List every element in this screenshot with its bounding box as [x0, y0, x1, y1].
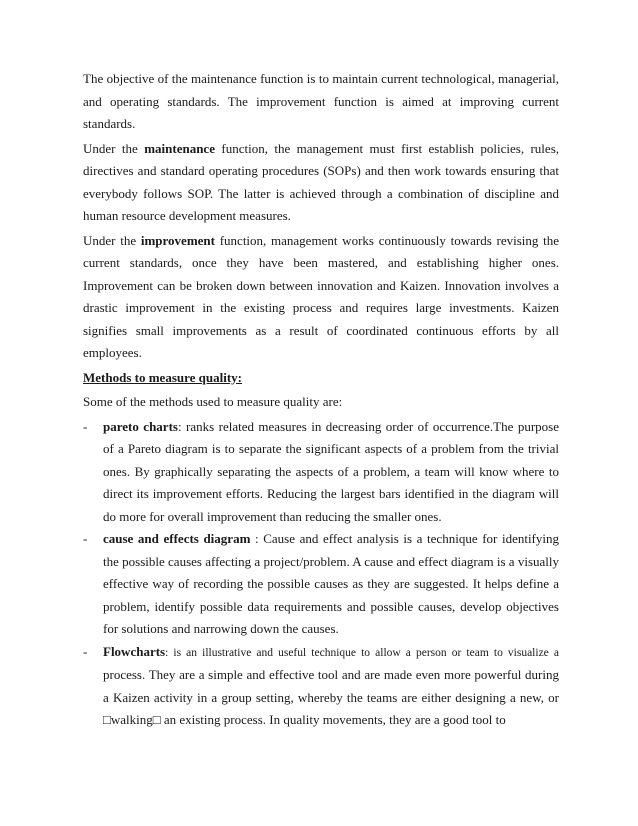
paragraph-improvement-lead: Under the: [83, 232, 141, 248]
bullet-term: pareto charts: [103, 418, 178, 434]
bullet-text: : Cause and effect analysis is a technique for identifying the possible causes affecting a project/problem. A cause and effect diagram is a visually effective way of recording the possible causes as they are suggested. It helps define a problem, identify possible data requirements and possible causes, develop objectives for solutions and narrowing down the causes.: [103, 531, 559, 636]
paragraph-maintenance-lead: Under the: [83, 140, 145, 156]
section-heading: Methods to measure quality:: [83, 369, 243, 385]
paragraph-improvement-text: function, management works continuously towards revising the current standards, once they have been mastered, and establishing higher ones. Improvement can be broken down between innovation and Kaizen. Innovation involves a drastic improvement in the existing process and requires large investments. Kaizen signifies small improvements as a result of coordinated continuous efforts by all employees.: [83, 232, 559, 360]
section-intro: Some of the methods used to measure quality are:: [83, 394, 343, 409]
bullet-text: process. They are a simple and effective tool and are made even more powerful during a Kaizen activity in a group setting, whereby the teams are either designing a new, or □walking□ an existing process. In quality movements, they are a good tool to: [103, 667, 559, 727]
bullet-term: cause and effects diagram: [103, 531, 251, 546]
document-page: [83, 68, 559, 732]
bullet-marker: -: [83, 531, 88, 546]
list-item: [83, 528, 559, 641]
paragraph-maintenance-text: function, the management must first establish policies, rules, directives and standard operating procedures (SOPs) and then work towards ensuring that everybody follows SOP. The latter is achieved through a combination of discipline and human resource development measures.: [83, 140, 559, 223]
maintenance-term: maintenance: [144, 140, 215, 156]
improvement-term: improvement: [140, 232, 215, 248]
bullet-text: : ranks related measures in decreasing order of occurrence.The purpose of a Pareto diagram is to separate the significant aspects of a problem from the trivial ones. By graphically separating the aspects of a problem, a team will know where to direct its improvement efforts. Reducing the largest bars identified in the diagram will do more for overall improvement than reducing the smaller ones.: [103, 418, 559, 524]
bullet-body: [103, 416, 559, 529]
bullet-term: Flowcharts: [103, 643, 166, 659]
list-item: [83, 641, 559, 732]
paragraph-objective: [83, 68, 559, 136]
paragraph-maintenance: [83, 138, 559, 228]
list-item: [83, 416, 559, 529]
paragraph-improvement: [83, 230, 559, 365]
paragraph-objective-text: The objective of the maintenance function is to maintain current technological, managerial, and operating standards. The improvement function is aimed at improving current standards.: [83, 71, 559, 131]
bullet-body: [103, 528, 559, 641]
bullet-marker: -: [83, 643, 88, 659]
bullet-body: [103, 641, 559, 732]
bullet-text-small: : is an illustrative and useful technique to allow a person or team to visualize a: [165, 646, 559, 659]
bullet-marker: -: [83, 418, 88, 434]
